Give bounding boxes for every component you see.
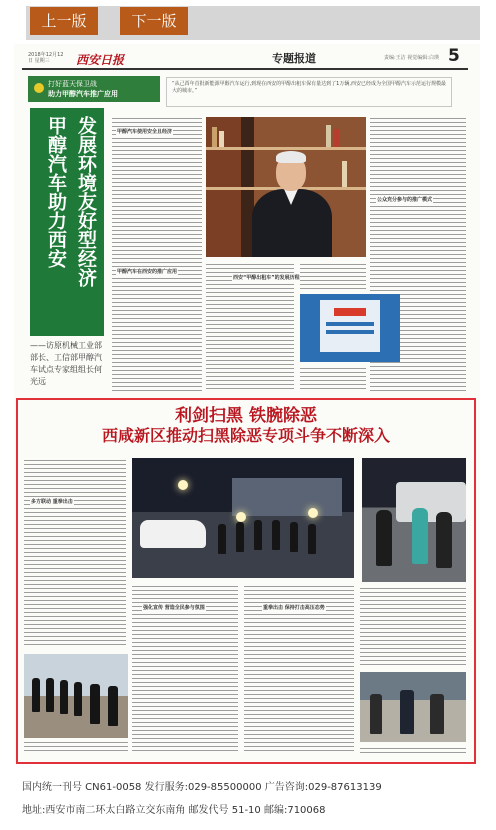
interviewee-portrait-photo[interactable] — [206, 117, 366, 257]
article-subhead-1: 多方联动 重拳出击 — [31, 499, 73, 505]
officer — [272, 520, 280, 550]
officer — [376, 510, 392, 566]
book — [342, 161, 347, 187]
officer — [46, 678, 54, 712]
officer — [32, 678, 40, 712]
feature-byline: ——访原机械工业部部长、工信部甲醇汽车试点专家组组长何光远 — [30, 341, 102, 386]
article-subhead-2: 强化宣传 营造全民参与氛围 — [143, 605, 205, 611]
feature-text-column[interactable] — [300, 262, 366, 290]
publication-info: 国内统一刊号 CN61-0058 发行服务:029-85500000 广告咨询:029-87613139 — [22, 782, 382, 793]
feature-text-column[interactable] — [300, 366, 366, 392]
previous-page-button[interactable]: 上一版 — [30, 7, 98, 35]
feature-quote: “从己酉年首批新能源甲醇汽车运行,到现在西安的甲醇出租车保有量达到了1万辆,西安已经成为全国甲醇汽车示范运行规模最大的城市。” — [166, 77, 452, 107]
newspaper-logo: 西安日报 — [76, 53, 125, 67]
suspect — [412, 508, 428, 564]
officer — [430, 694, 444, 734]
officer — [290, 522, 298, 552]
section-title: 专题报道 — [272, 52, 316, 65]
officer — [90, 684, 100, 724]
feature-subhead-3: 西安“甲醇出租车”的发展历程 — [233, 275, 300, 281]
book — [212, 127, 217, 147]
police-van — [396, 482, 466, 522]
officer — [74, 682, 82, 716]
police-march-photo[interactable] — [24, 654, 128, 738]
article-subhead-3: 重拳出击 保持打击高压态势 — [263, 605, 325, 611]
officer — [370, 694, 382, 734]
article-text-column[interactable] — [24, 740, 128, 754]
officer — [436, 512, 452, 568]
article-text-column[interactable] — [360, 746, 466, 754]
police-crowd-photo[interactable] — [360, 672, 466, 742]
officer — [254, 520, 262, 550]
masthead-date: 2018年12月12日 星期三 — [28, 52, 64, 64]
officer — [108, 686, 118, 726]
feature-tag-line2: 助力甲醇汽车推广应用 — [48, 90, 118, 98]
officer — [400, 690, 414, 734]
arrest-photo[interactable] — [362, 458, 466, 582]
next-page-button[interactable]: 下一版 — [120, 7, 188, 35]
feature-tag-line1: 打好蓝天保卫战 — [48, 80, 97, 88]
page-number: 5 — [448, 46, 460, 66]
feature-subhead-2: 甲醇汽车在西安的推广应用 — [117, 269, 178, 275]
officer — [60, 680, 68, 714]
book — [326, 125, 331, 147]
night-patrol-photo[interactable] — [132, 458, 354, 578]
feature-headline-col1: 发展环境友好型经济 — [75, 116, 97, 287]
feature-headline-col2: 甲醇汽车助力西安 — [45, 116, 67, 268]
address-info: 地址:西安市南二环太白路立交东南角 邮发代号 51-10 邮编:710068 — [22, 805, 326, 816]
editor-credit: 责编:王洁 视觉编辑:白瑛 — [384, 55, 439, 61]
feature-text-column[interactable] — [112, 116, 202, 392]
street-light — [178, 480, 188, 490]
officer — [308, 524, 316, 554]
masthead-divider — [22, 68, 468, 70]
street-light — [236, 512, 246, 522]
officer — [218, 524, 226, 554]
article-headline-main[interactable]: 利剑扫黑 铁腕除恶 — [175, 406, 317, 426]
book — [219, 131, 224, 147]
feature-subhead-4: 公众充分参与的推广模式 — [377, 197, 433, 203]
building — [232, 478, 342, 516]
globe-icon — [34, 83, 44, 93]
feature-headline[interactable] — [30, 108, 104, 336]
article-headline-sub[interactable]: 西咸新区推动扫黑除恶专项斗争不断深入 — [101, 426, 390, 445]
feature-tag[interactable] — [28, 76, 160, 102]
bookshelf — [206, 147, 366, 150]
book — [334, 129, 339, 147]
street-light — [308, 508, 318, 518]
banner-text-bar — [326, 330, 374, 334]
banner-text-bar — [326, 322, 374, 326]
article-text-column[interactable] — [360, 586, 466, 668]
exhibition-banner-photo[interactable] — [300, 294, 400, 362]
article-text-column[interactable] — [24, 458, 126, 648]
banner-logo — [334, 308, 366, 316]
feature-text-column[interactable] — [206, 262, 294, 392]
person-hair — [276, 151, 306, 163]
police-car — [140, 520, 206, 548]
feature-subhead-1: 甲醇汽车使用安全且经济 — [117, 129, 173, 135]
officer — [236, 522, 244, 552]
